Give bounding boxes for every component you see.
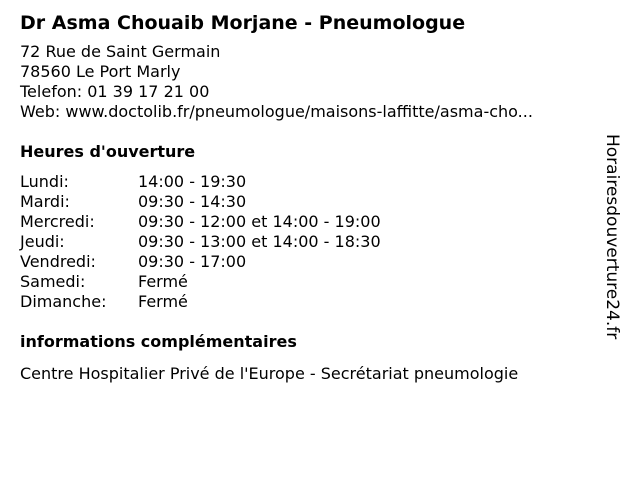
hours-time-value: Fermé bbox=[138, 272, 188, 291]
hours-row-monday bbox=[20, 172, 600, 192]
opening-hours-heading: Heures d'ouverture bbox=[20, 142, 196, 161]
city-postal-code: 78560 Le Port Marly bbox=[20, 62, 181, 81]
hours-time-value: 09:30 - 17:00 bbox=[138, 252, 247, 271]
phone-number: Telefon: 01 39 17 21 00 bbox=[20, 82, 210, 101]
hours-day-label: Jeudi: bbox=[20, 232, 65, 251]
hours-row-friday bbox=[20, 252, 600, 272]
hours-row-sunday bbox=[20, 292, 600, 312]
site-watermark: Horairesdouverture24.fr bbox=[602, 134, 622, 340]
hours-day-label: Mercredi: bbox=[20, 212, 95, 231]
hours-day-label: Mardi: bbox=[20, 192, 70, 211]
hours-row-saturday bbox=[20, 272, 600, 292]
page-title: Dr Asma Chouaib Morjane - Pneumologue bbox=[20, 12, 466, 34]
street-address: 72 Rue de Saint Germain bbox=[20, 42, 221, 61]
hours-day-label: Dimanche: bbox=[20, 292, 107, 311]
hours-time-value: Fermé bbox=[138, 292, 188, 311]
opening-hours-table bbox=[20, 172, 600, 312]
hours-time-value: 09:30 - 13:00 et 14:00 - 18:30 bbox=[138, 232, 381, 251]
hours-time-value: 09:30 - 12:00 et 14:00 - 19:00 bbox=[138, 212, 381, 231]
website-link[interactable]: Web: www.doctolib.fr/pneumologue/maisons-laffitte/asma-cho... bbox=[20, 102, 533, 121]
hours-row-thursday bbox=[20, 232, 600, 252]
additional-info-heading: informations complémentaires bbox=[20, 332, 297, 351]
hours-day-label: Samedi: bbox=[20, 272, 86, 291]
additional-info-text: Centre Hospitalier Privé de l'Europe - Secrétariat pneumologie bbox=[20, 364, 519, 383]
hours-day-label: Lundi: bbox=[20, 172, 69, 191]
hours-time-value: 09:30 - 14:30 bbox=[138, 192, 247, 211]
hours-row-tuesday bbox=[20, 192, 600, 212]
hours-row-wednesday bbox=[20, 212, 600, 232]
hours-time-value: 14:00 - 19:30 bbox=[138, 172, 247, 191]
business-card bbox=[20, 10, 600, 384]
address-block bbox=[20, 42, 600, 122]
hours-day-label: Vendredi: bbox=[20, 252, 96, 271]
